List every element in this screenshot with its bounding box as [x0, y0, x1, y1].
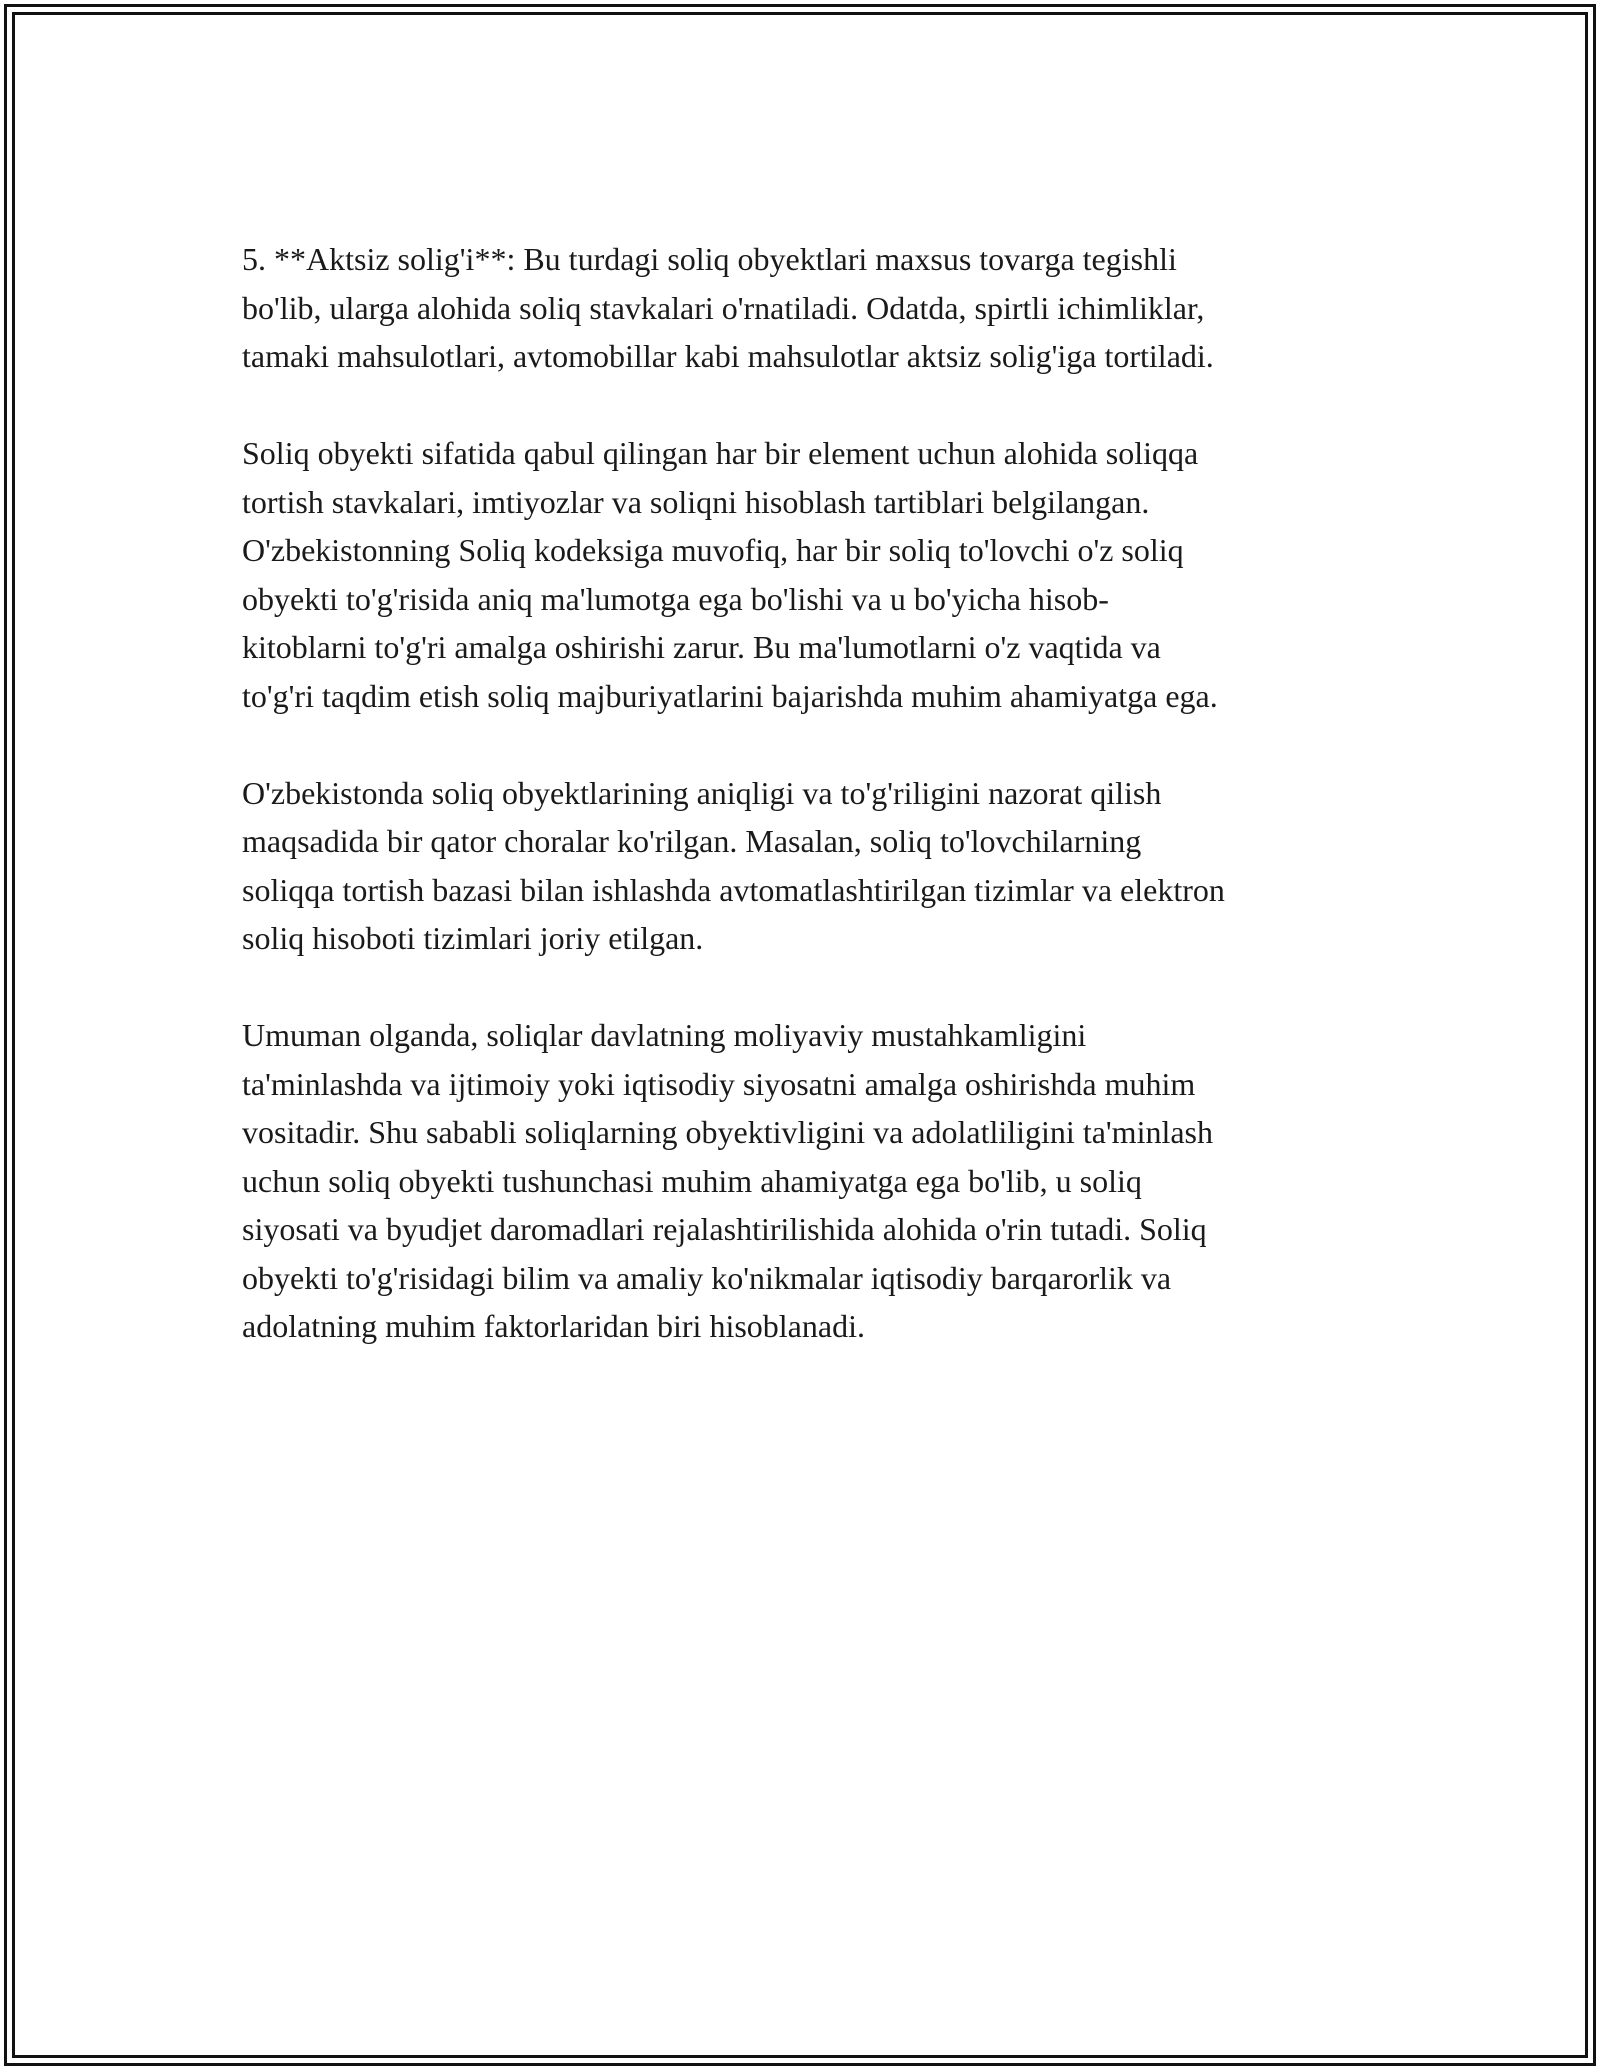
- text-line: soliq hisoboti tizimlari joriy etilgan.: [242, 920, 704, 956]
- text-line: Soliq obyekti sifatida qabul qilingan har bir element uchun alohida soliqqa: [242, 435, 1199, 471]
- text-line: ta'minlashda va ijtimoiy yoki iqtisodiy siyosatni amalga oshirishda muhim: [242, 1065, 1196, 1102]
- text-line: bo'lib, ularga alohida soliq stavkalari o'rnatiladi. Odatda, spirtli ichimliklar,: [242, 289, 1205, 326]
- paragraph-conclusion: [242, 1011, 1382, 1351]
- paragraph-control-measures: [242, 769, 1382, 963]
- text-line: uchun soliq obyekti tushunchasi muhim ahamiyatga ega bo'lib, u soliq: [242, 1162, 1142, 1199]
- page-frame: [4, 4, 1596, 2066]
- text-line: adolatning muhim faktorlaridan biri hisoblanadi.: [242, 1308, 865, 1344]
- text-line: vositadir. Shu sababli soliqlarning obyektivligini va adolatliligini ta'minlash: [242, 1114, 1213, 1150]
- text-line: 5. **Aktsiz solig'i**: Bu turdagi soliq obyektlari maxsus tovarga tegishli: [242, 241, 1177, 277]
- text-line: O'zbekistonning Soliq kodeksiga muvofiq, har bir soliq to'lovchi o'z soliq: [242, 532, 1184, 568]
- text-line: to'g'ri taqdim etish soliq majburiyatlarini bajarishda muhim ahamiyatga ega.: [242, 677, 1218, 714]
- paragraph-excise-tax: [242, 235, 1382, 381]
- text-line: O'zbekistonda soliq obyektlarining aniqligi va to'g'riligini nazorat qilish: [242, 774, 1162, 811]
- text-line: Umuman olganda, soliqlar davlatning moliyaviy mustahkamligini: [242, 1017, 1087, 1053]
- text-line: siyosati va byudjet daromadlari rejalashtirilishida alohida o'rin tutadi. Soliq: [242, 1211, 1207, 1247]
- text-line: obyekti to'g'risida aniq ma'lumotga ega bo'lishi va u bo'yicha hisob-: [242, 580, 1109, 617]
- text-line: kitoblarni to'g'ri amalga oshirishi zarur. Bu ma'lumotlarni o'z vaqtida va: [242, 629, 1161, 665]
- text-line: maqsadida bir qator choralar ko'rilgan. Masalan, soliq to'lovchilarning: [242, 823, 1142, 859]
- text-line: tortish stavkalari, imtiyozlar va soliqni hisoblash tartiblari belgilangan.: [242, 483, 1150, 520]
- text-line: tamaki mahsulotlari, avtomobillar kabi mahsulotlar aktsiz solig'iga tortiladi.: [242, 338, 1214, 374]
- text-line: obyekti to'g'risidagi bilim va amaliy ko'nikmalar iqtisodiy barqarorlik va: [242, 1259, 1172, 1296]
- text-line: soliqqa tortish bazasi bilan ishlashda avtomatlashtirilgan tizimlar va elektron: [242, 871, 1225, 908]
- document-body: [242, 235, 1382, 1399]
- paragraph-tax-object-rates: [242, 429, 1382, 720]
